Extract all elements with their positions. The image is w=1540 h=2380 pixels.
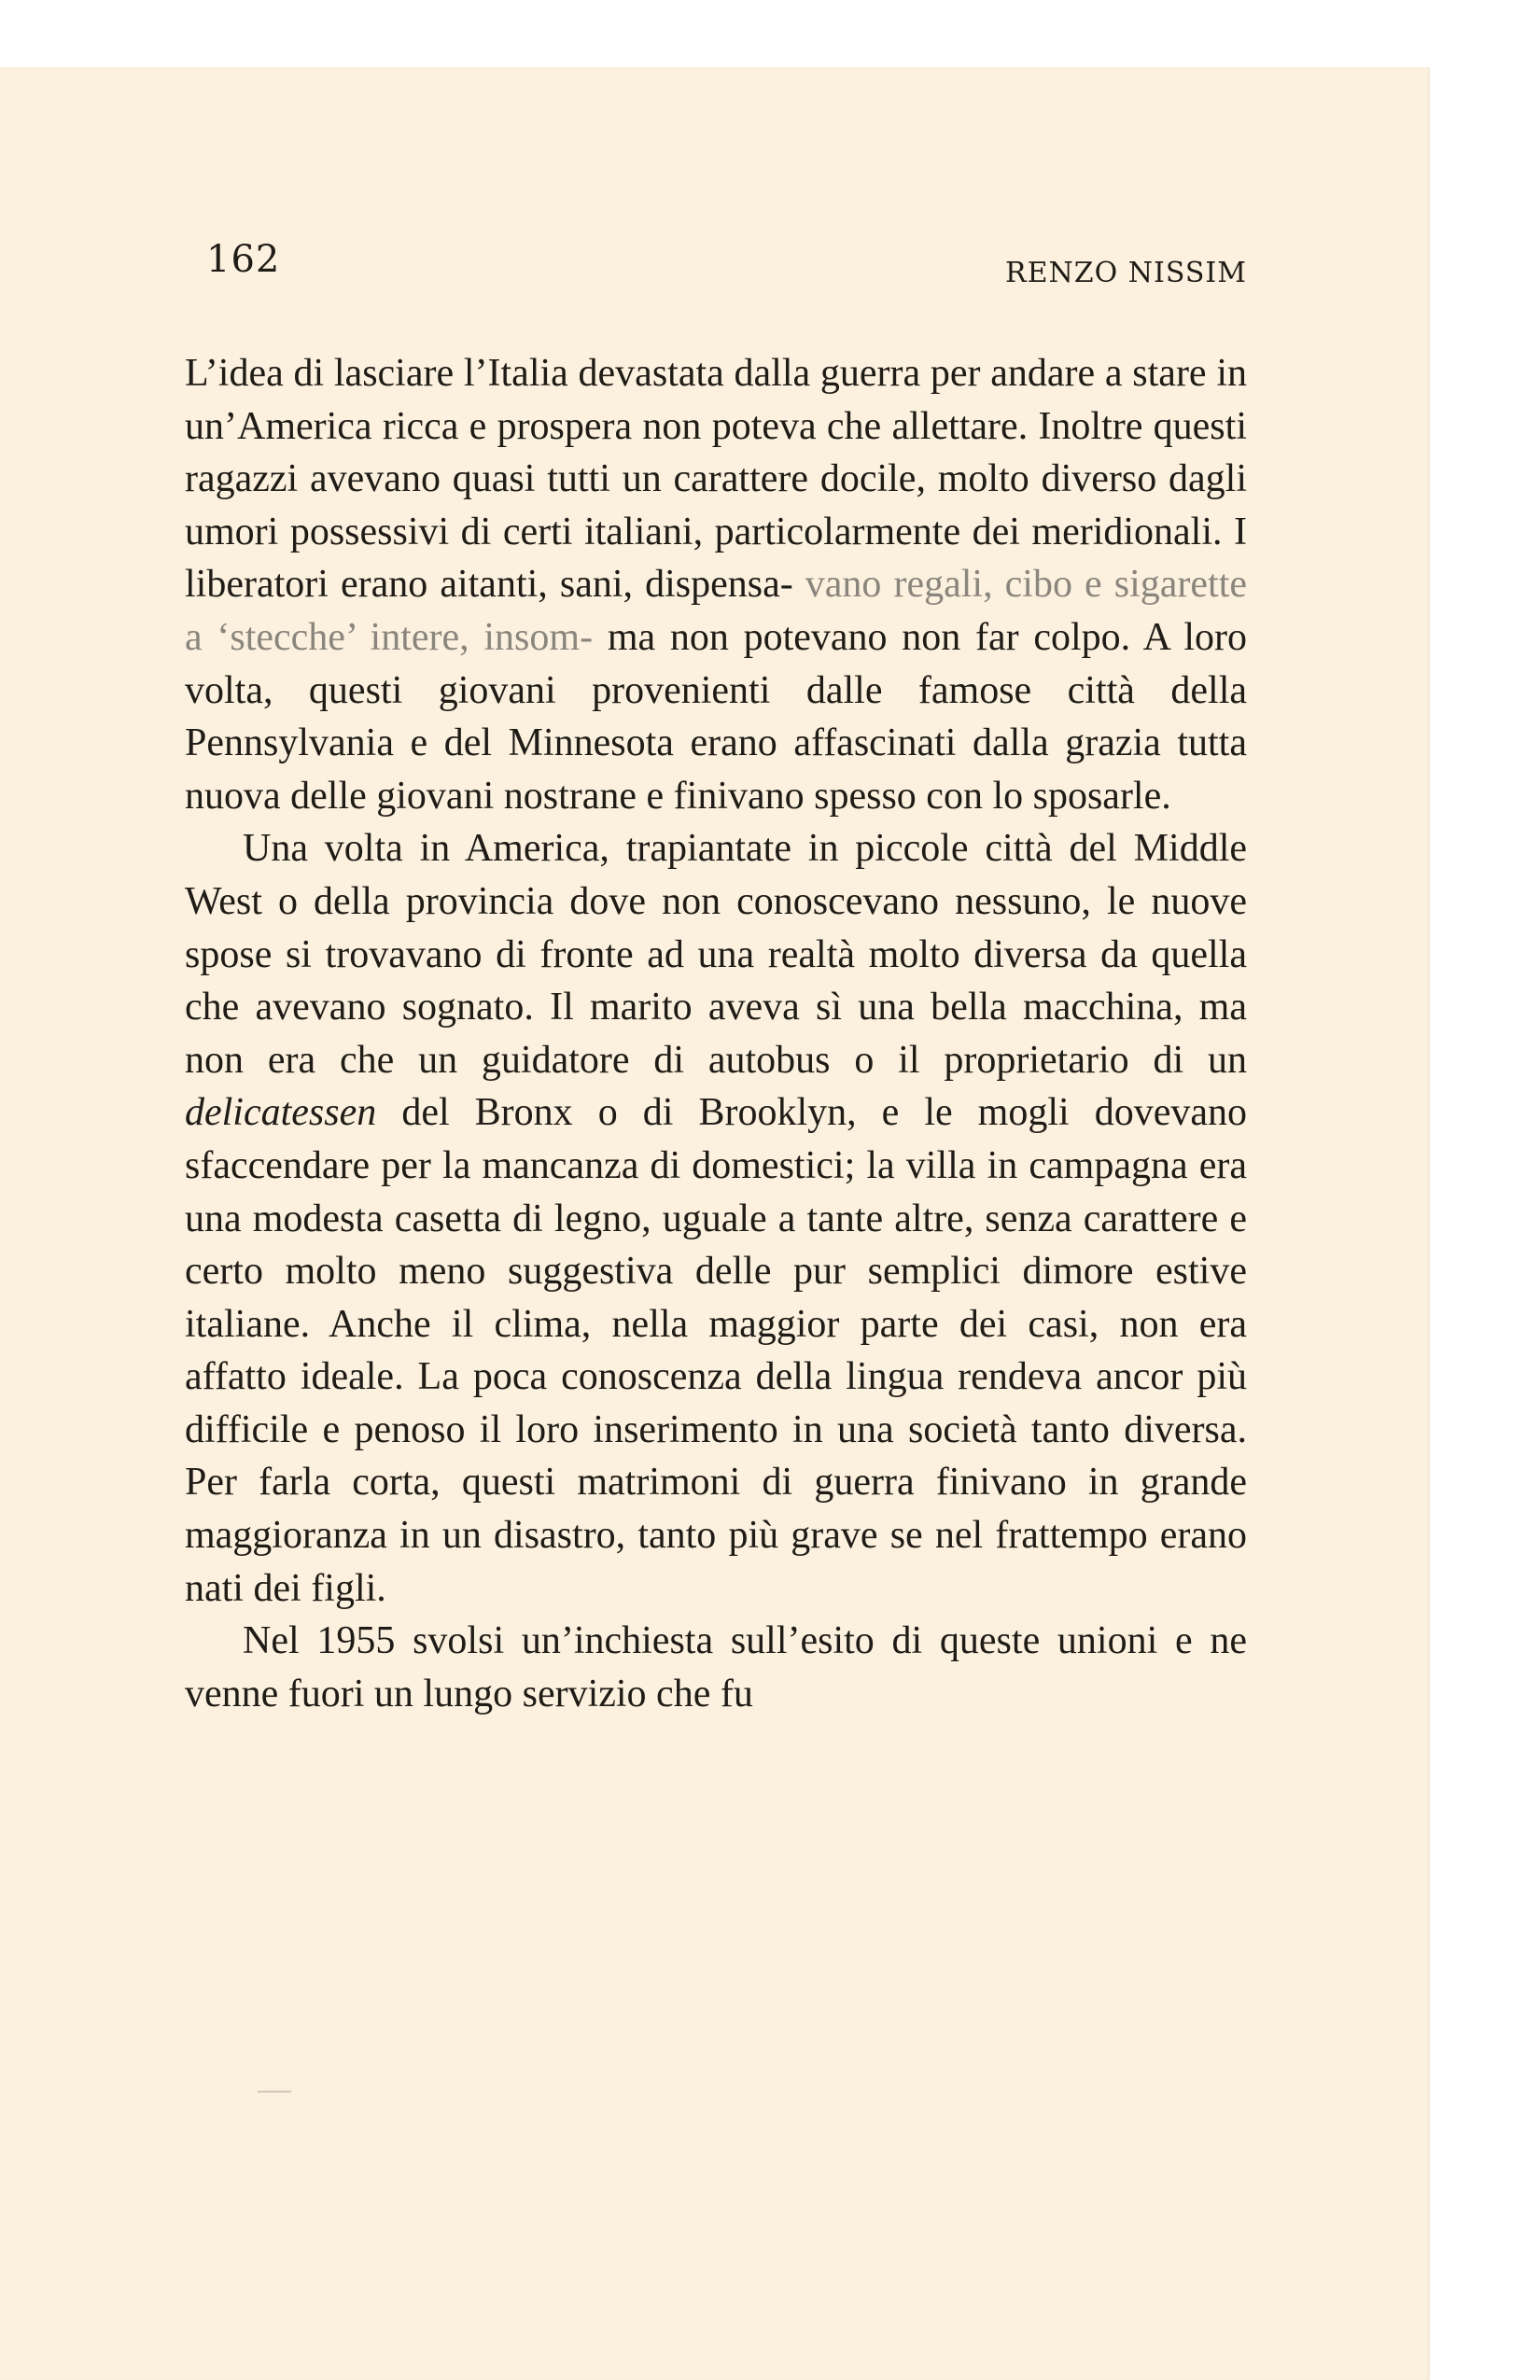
scan-margin-right [1430,67,1540,2380]
page-number: 162 [206,238,281,281]
scan-margin-top [0,0,1540,67]
body-text [185,347,1247,1720]
paragraph-2-text-a: Una volta in America, trapiantate in piccole città del Middle West o della provincia dove non conoscevano nessuno, le nuove spose si trovavano di fronte ad una realtà molto diversa da quella che avevano sognato. Il marito aveva sì una bella macchina, ma non era che un guidatore di autobus o il proprietario di un [185,827,1247,1082]
paragraph-1-text-b: ma non potevano non far colpo. A loro volta, questi giovani provenienti dalle famose città della Pennsylvania e del Minnesota erano affascinati dalla grazia tutta nuova delle giovani nostrane e finivano spesso con lo sposarle. [185,615,1248,818]
paragraph-2-text-b: del Bronx o di Brooklyn, e le mogli dovevano sfaccendare per la mancanza di domestici; la villa in campagna era una modesta casetta di legno, uguale a tante altre, senza carattere e certo molto meno suggestiva delle pur semplici dimore estive italiane. Anche il clima, nella maggior parte dei casi, non era affatto ideale. La poca conoscenza della lingua rendeva ancor più difficile e penoso il loro inserimento in una società tanto diversa. Per farla corta, questi matrimoni di guerra finivano in grande maggioranza in un disastro, tanto più grave se nel frattempo erano nati dei figli. [185,1091,1248,1610]
paragraph-2 [185,822,1247,1615]
page-header [206,238,1247,303]
paragraph-3: Nel 1955 svolsi un’inchiesta sull’esito di queste unioni e ne venne fuori un lungo servizio che fu [185,1619,1247,1715]
scan-mark [258,2091,291,2093]
running-head-author: RENZO NISSIM [1005,257,1247,289]
paragraph-1-text-a: L’idea di lasciare l’Italia devastata dalla guerra per andare a stare in un’America ricca e prospera non poteva che allettare. Inoltre questi ragazzi avevano quasi tutti un carattere docile, molto diverso dagli umori possessivi di certi italiani, particolarmente dei meridionali. I liberatori erano aitanti, sani, dispensa- [185,352,1247,607]
paragraph-2-italic-term: delicatessen [185,1091,377,1135]
paragraph-1-faint-line: vano regali, cibo e sigarette a ‘stecche’ intere, insom- [185,563,1248,659]
paragraph-1 [185,347,1247,822]
